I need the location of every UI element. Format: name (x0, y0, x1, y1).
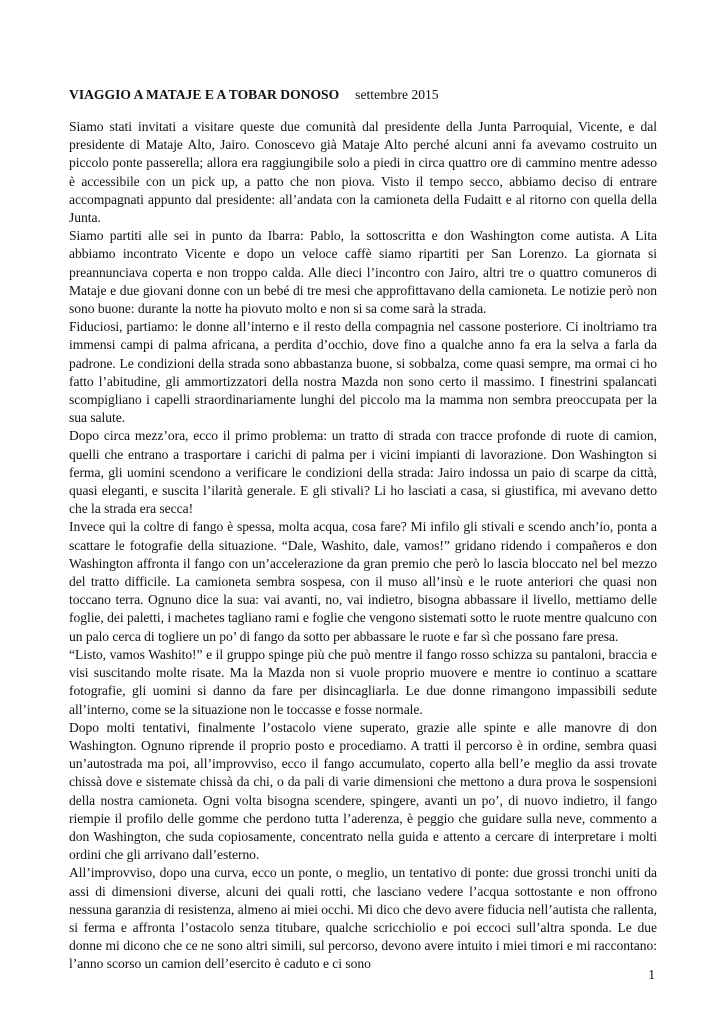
paragraph-3: Fiduciosi, partiamo: le donne all’interno e il resto della compagnia nel cassone posteriore. Ci inoltriamo tra immensi campi di palma africana, a perdita d’occhio, dove fino a qualche anno fa era la selva a farla da padrone. Le condizioni della strada sono abbastanza buone, si sobbalza, come quasi sempre, ma ormai ci ho fatto l’abitudine, gli ammortizzatori della nostra Mazda non sono certo il massimo. I finestrini spalancati scompigliano i capelli straordinariamente lunghi del piccolo ma la mamma non sembra preoccupata per la sua salute. (69, 319, 657, 426)
paragraph-6: “Listo, vamos Washito!” e il gruppo spinge più che può mentre il fango rosso schizza su pantaloni, braccia e visi suscitando molte risate. Ma la Mazda non si vuole proprio muovere e mentre io continuo a scattare fotografie, gli uomini si danno da fare per disincagliarla. Le due donne rimangono impassibili sedute all’interno, come se la situazione non le toccasse e fosse normale. (69, 646, 657, 717)
paragraph-8: All’improvviso, dopo una curva, ecco un ponte, o meglio, un tentativo di ponte: due grossi tronchi uniti da assi di dimensioni diverse, alcuni dei quali rotti, che lasciano vedere l’acqua sottostante e non offrono nessuna garanzia di resistenza, almeno ai miei occhi. Mi dico che devo avere fiducia nell’autista che rallenta, si ferma e affronta l’ostacolo senza titubare, qualche scricchiolio e poi eccoci sull’altra sponda. Le due donne mi dicono che ce ne sono altri simili, sul percorso, devono avere intuito i miei timori e mi raccontano: l’anno scorso un camion dell’esercito è caduto e ci sono (69, 865, 657, 972)
paragraph-2: Siamo partiti alle sei in punto da Ibarra: Pablo, la sottoscritta e don Washington come autista. A Lita abbiamo incontrato Vicente e dopo un veloce caffè siamo ripartiti per San Lorenzo. La giornata si preannunciava coperta e non troppo calda. Alle dieci l’incontro con Jairo, altri tre o quattro comuneros di Mataje e due giovani donne con un bebé di tre mesi che approfittavano della camioneta. Le notizie però non sono buone: durante la notte ha piovuto molto e non si sa come sarà la strada. (69, 228, 657, 317)
paragraph-1: Siamo stati invitati a visitare queste due comunità dal presidente della Junta Parroquial, Vicente, e dal presidente di Mataje Alto, Jairo. Conoscevo già Mataje Alto perché alcuni anni fa avevamo costruito un piccolo ponte passerella; allora era raggiungibile solo a piedi in circa quattro ore di cammino mentre adesso è accessibile con un pick up, a patto che non piova. Visto il tempo secco, abbiamo deciso di entrare accompagnati appunto dal presidente: all’andata con la camioneta della Fudaitt e al ritorno con quella della Junta. (69, 119, 657, 226)
document-header (69, 86, 657, 104)
document-page (69, 86, 657, 974)
document-title: VIAGGIO A MATAJE E A TOBAR DONOSO (69, 87, 340, 102)
page-number: 1 (648, 967, 655, 982)
paragraph-5: Invece qui la coltre di fango è spessa, molta acqua, cosa fare? Mi infilo gli stivali e scendo anch’io, ponta a scattare le fotografie della situazione. “Dale, Washito, dale, vamos!” gridano ridendo i compañeros e don Washington affronta il fango con un’accelerazione da gran premio che però lo lascia bloccato nel bel mezzo del tratto difficile. La camioneta sembra sospesa, con il muso all’insù e le ruote anteriori che quasi non toccano terra. Ognuno dice la sua: vai avanti, no, vai indietro, bisogna abbassare il livello, mettiamo delle foglie, dei paletti, i machetes tagliano rami e foglie che vengono sistemati sotto le ruote mentre qualcuno con un palo cerca di togliere un po’ di fango da sotto per abbassare le ruote e far sì che possano fare presa. (69, 519, 657, 644)
document-date: settembre 2015 (355, 87, 439, 102)
paragraph-4: Dopo circa mezz’ora, ecco il primo problema: un tratto di strada con tracce profonde di ruote di camion, quelli che entrano a trasportare i carichi di palma per i vicini impianti di lavorazione. Don Washington si ferma, gli uomini scendono a verificare le condizioni della strada: Jairo indossa un paio di scarpe da città, quasi eleganti, e suscita l’ilarità generale. E gli stivali? Li ho lasciati a casa, si giustifica, mi avevano detto che la strada era secca! (69, 428, 657, 517)
paragraph-7: Dopo molti tentativi, finalmente l’ostacolo viene superato, grazie alle spinte e alle manovre di don Washington. Ognuno riprende il proprio posto e procediamo. A tratti il percorso è in ordine, sembra quasi un’autostrada ma poi, all’improvviso, ecco il fango accumulato, coperto alla bell’e meglio da assi trovate chissà dove e sistemate chissà da chi, o da pali di varie dimensioni che mettono a dura prova le sospensioni della nostra camioneta. Ogni volta bisogna scendere, spingere, avanti un po’, di nuovo indietro, il fango riempie il profilo delle gomme che perdono tutta l’aderenza, è peggio che guidare sulla neve, commento a don Washington, che suda copiosamente, concentrato nella guida e attento a cercare di interpretare i molti ordini che gli arrivano dall’esterno. (69, 719, 657, 863)
